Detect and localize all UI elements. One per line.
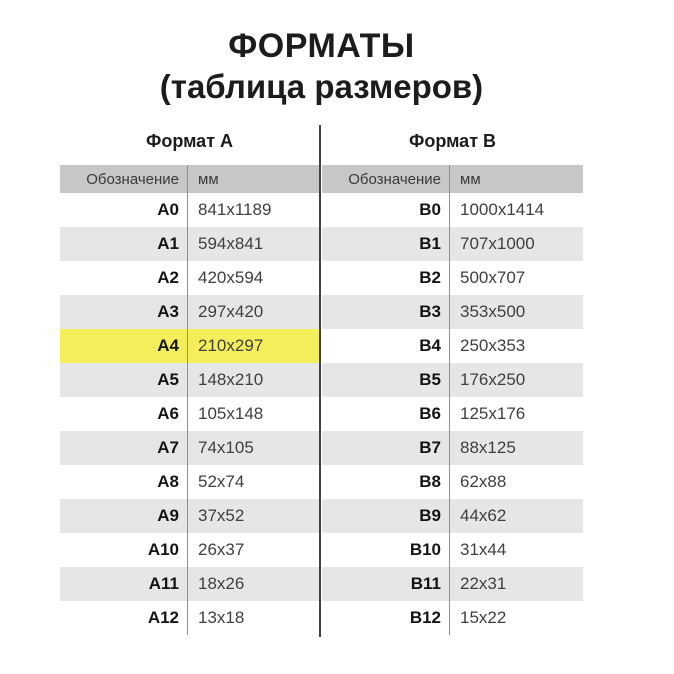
table-row-a0 [60,193,319,227]
designation-cell: A5 [60,363,188,397]
format-b-section [322,128,583,635]
table-row-b5 [322,363,583,397]
designation-cell: B12 [322,601,450,635]
table-row-a6 [60,397,319,431]
title-block [60,26,583,108]
table-header-row [60,165,319,193]
designation-cell: B8 [322,465,450,499]
table-row-a4 [60,329,319,363]
mm-column-header: мм [460,170,481,188]
designation-cell: A11 [60,567,188,601]
designation-column-header: Обозначение [60,165,188,193]
size-cell: 250x353 [460,336,526,355]
table-row-b3 [322,295,583,329]
table-row-a7 [60,431,319,465]
designation-cell: A4 [60,329,188,363]
table-row-a12 [60,601,319,635]
size-cell: 420x594 [198,268,264,287]
designation-cell: A9 [60,499,188,533]
designation-cell: A12 [60,601,188,635]
size-cell: 44x62 [460,506,507,525]
table-row-a1 [60,227,319,261]
table-row-b9 [322,499,583,533]
designation-cell: A7 [60,431,188,465]
designation-cell: B11 [322,567,450,601]
designation-cell: A0 [60,193,188,227]
size-cell: 1000x1414 [460,200,545,219]
size-cell: 176x250 [460,370,526,389]
table-row-b6 [322,397,583,431]
designation-cell: A2 [60,261,188,295]
size-cell: 37x52 [198,506,245,525]
size-cell: 62x88 [460,472,507,491]
designation-column-header: Обозначение [322,165,450,193]
table-row-b2 [322,261,583,295]
designation-cell: B0 [322,193,450,227]
size-cell: 707x1000 [460,234,535,253]
format-a-table [60,165,319,635]
table-header-row [322,165,583,193]
size-cell: 26x37 [198,540,245,559]
size-cell: 297x420 [198,302,264,321]
designation-cell: A1 [60,227,188,261]
size-cell: 13x18 [198,608,245,627]
format-a-section [60,128,319,635]
size-cell: 52x74 [198,472,245,491]
table-row-a5 [60,363,319,397]
size-cell: 88x125 [460,438,516,457]
designation-cell: A6 [60,397,188,431]
size-cell: 841x1189 [198,200,272,219]
page-title: ФОРМАТЫ [228,27,415,65]
table-row-b8 [322,465,583,499]
designation-cell: B2 [322,261,450,295]
format-a-heading: Формат A [145,131,234,151]
table-row-a3 [60,295,319,329]
table-row-a2 [60,261,319,295]
size-cell: 15x22 [460,608,507,627]
table-row-b10 [322,533,583,567]
designation-cell: B10 [322,533,450,567]
table-row-a9 [60,499,319,533]
size-cell: 22x31 [460,574,507,593]
size-cell: 210x297 [198,336,264,355]
page-subtitle: (таблица размеров) [159,68,484,105]
size-cell: 594x841 [198,234,264,253]
table-row-a11 [60,567,319,601]
formats-size-table [60,128,583,637]
center-divider-line [319,125,321,637]
table-row-a10 [60,533,319,567]
table-row-b12 [322,601,583,635]
designation-cell: B1 [322,227,450,261]
designation-cell: B7 [322,431,450,465]
size-cell: 105x148 [198,404,264,423]
size-cell: 500x707 [460,268,526,287]
mm-column-header: мм [198,170,219,188]
designation-cell: B5 [322,363,450,397]
table-row-b0 [322,193,583,227]
table-row-a8 [60,465,319,499]
designation-cell: B6 [322,397,450,431]
size-cell: 31x44 [460,540,507,559]
size-cell: 125x176 [460,404,526,423]
table-row-b11 [322,567,583,601]
table-row-b7 [322,431,583,465]
designation-cell: B9 [322,499,450,533]
size-cell: 18x26 [198,574,245,593]
size-cell: 74x105 [198,438,254,457]
designation-cell: A10 [60,533,188,567]
designation-cell: A8 [60,465,188,499]
format-b-table [322,165,583,635]
size-cell: 353x500 [460,302,526,321]
designation-cell: B4 [322,329,450,363]
size-cell: 148x210 [198,370,264,389]
designation-cell: B3 [322,295,450,329]
table-row-b1 [322,227,583,261]
table-row-b4 [322,329,583,363]
format-b-heading: Формат B [408,131,497,151]
designation-cell: A3 [60,295,188,329]
